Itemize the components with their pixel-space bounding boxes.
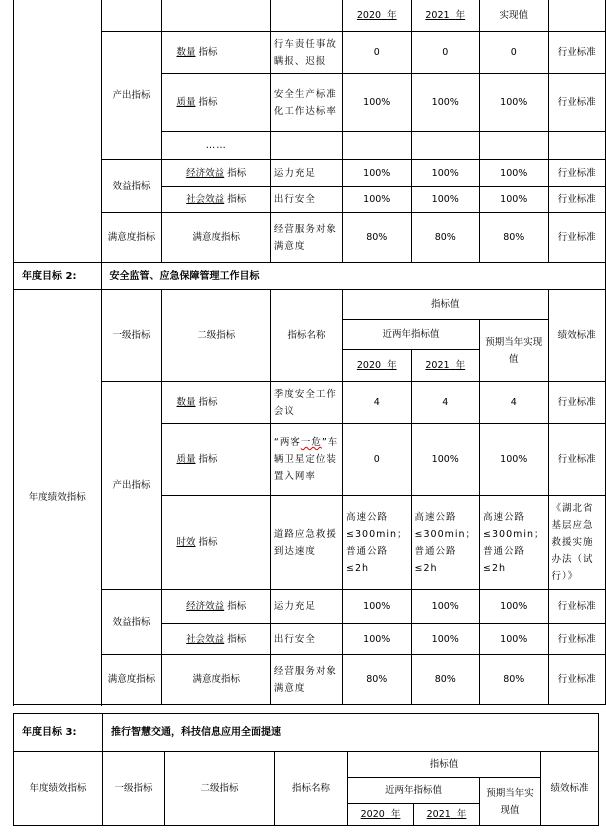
indicator-name: 出行安全 [270,187,342,213]
header-level2-cont [162,0,270,32]
value-standard: 行业标准 [548,590,605,624]
header-recent-two-years: 近两年指标值 [343,320,480,350]
header-recent-two-years: 近两年指标值 [348,778,480,804]
economic-benefit-label: 经济效益 指标 [162,590,270,624]
standard-header-cont [548,0,605,32]
header-level1: 一级指标 [101,290,162,382]
value-standard: 行业标准 [548,32,605,74]
goal-2-text: 安全监管、应急保障管理工作目标 [101,263,605,290]
value-standard: 行业标准 [548,382,605,424]
value-standard: 《湖北省基层应急救援实施办法（试行）》 [548,496,605,590]
perf-cell-continued [14,0,102,263]
quantity-label: 数量 指标 [162,32,270,74]
header-level1: 一级指标 [103,752,165,826]
economic-benefit-label: 经济效益 指标 [162,160,270,187]
output-indicator-label: 产出指标 [101,382,162,590]
header-expected-current: 预期当年实现值 [480,778,541,826]
goal-3-text: 推行智慧交通，科技信息应用全面提速 [103,714,599,752]
value-2021: 80% [411,213,480,263]
value-expected: 100% [480,424,549,496]
value-2021: 100% [411,424,480,496]
quality-label: 质量 指标 [162,74,270,132]
value-standard: 行业标准 [548,424,605,496]
header-perf-standard: 绩效标准 [541,752,599,826]
annual-perf-indicator-label: 年度绩效指标 [14,752,103,826]
value-2021: 4 [411,382,480,424]
value-2020: 100% [343,187,412,213]
value-expected: 100% [480,590,549,624]
empty-cell [270,132,342,160]
header-level2: 二级指标 [162,290,270,382]
performance-table [13,0,606,705]
timeliness-label: 时效 指标 [162,496,270,590]
value-expected: 高速公路≤300min；普通公路≤2h [480,496,549,590]
header-name-cont [270,0,342,32]
header-indicator-name: 指标名称 [270,290,342,382]
ellipsis: …… [162,132,270,160]
satisfaction-indicator-label: 满意度指标 [101,213,162,263]
value-expected: 100% [480,187,549,213]
indicator-name: 出行安全 [270,624,342,655]
value-2020: 0 [343,32,412,74]
value-2021: 80% [411,655,480,705]
header-indicator-value: 指标值 [343,290,549,320]
year-2020-header: 2020 年 [348,804,414,826]
indicator-name: 经营服务对象满意度 [270,213,342,263]
value-2020: 0 [343,424,412,496]
year-2020-header: 2020 年 [343,350,412,382]
value-expected: 100% [480,160,549,187]
value-expected: 0 [480,32,549,74]
quantity-label: 数量 指标 [162,382,270,424]
value-standard: 行业标准 [548,624,605,655]
value-2021: 100% [411,624,480,655]
year-2021-header: 2021 年 [411,350,480,382]
goal-3-table [13,713,599,826]
value-2020: 100% [343,74,412,132]
value-2021: 高速公路≤300min；普通公路≤2h [411,496,480,590]
value-expected: 100% [480,74,549,132]
value-2021: 100% [411,590,480,624]
goal-3-label: 年度目标 3: [14,714,103,752]
header-expected-current: 预期当年实现值 [480,320,549,382]
value-2020: 100% [343,160,412,187]
value-standard: 行业标准 [548,213,605,263]
indicator-name: 运力充足 [270,590,342,624]
output-indicator-label: 产出指标 [101,32,162,160]
empty-cell [343,132,412,160]
empty-cell [548,132,605,160]
value-expected: 80% [480,655,549,705]
value-2020: 80% [343,655,412,705]
header-level2: 二级指标 [165,752,275,826]
benefit-indicator-label: 效益指标 [101,160,162,213]
satisfaction-lv2-label: 满意度指标 [162,655,270,705]
value-2020: 4 [343,382,412,424]
empty-cell [411,132,480,160]
value-expected: 100% [480,624,549,655]
year-2021-header: 2021 年 [411,0,480,32]
year-2020-header: 2020 年 [343,0,412,32]
header-level1-cont [101,0,162,32]
annual-perf-indicator-label: 年度绩效指标 [14,290,102,705]
indicator-name: 安全生产标准化工作达标率 [270,74,342,132]
quality-label: 质量 指标 [162,424,270,496]
benefit-indicator-label: 效益指标 [101,590,162,655]
indicator-name: 道路应急救援到达速度 [270,496,342,590]
indicator-name: 经营服务对象满意度 [270,655,342,705]
value-expected: 4 [480,382,549,424]
indicator-name: “两客一危”车辆卫星定位装置入网率 [270,424,342,496]
value-2020: 100% [343,590,412,624]
value-2020: 高速公路≤300min；普通公路≤2h [343,496,412,590]
value-2021: 100% [411,74,480,132]
satisfaction-indicator-label: 满意度指标 [101,655,162,705]
header-indicator-value: 指标值 [348,752,541,778]
year-2021-header: 2021 年 [414,804,480,826]
social-benefit-label: 社会效益 指标 [162,624,270,655]
value-2020: 100% [343,624,412,655]
value-2021: 100% [411,160,480,187]
value-2021: 100% [411,187,480,213]
value-2020: 80% [343,213,412,263]
header-indicator-name: 指标名称 [275,752,348,826]
value-standard: 行业标准 [548,655,605,705]
value-2021: 0 [411,32,480,74]
satisfaction-lv2-label: 满意度指标 [162,213,270,263]
goal-2-label: 年度目标 2: [14,263,102,290]
value-standard: 行业标准 [548,160,605,187]
value-standard: 行业标准 [548,187,605,213]
expected-header-cont: 实现值 [480,0,549,32]
social-benefit-label: 社会效益 指标 [162,187,270,213]
value-standard: 行业标准 [548,74,605,132]
header-perf-standard: 绩效标准 [548,290,605,382]
indicator-name: 行车责任事故瞒报、迟报 [270,32,342,74]
value-expected: 80% [480,213,549,263]
indicator-name: 季度安全工作会议 [270,382,342,424]
indicator-name: 运力充足 [270,160,342,187]
empty-cell [480,132,549,160]
